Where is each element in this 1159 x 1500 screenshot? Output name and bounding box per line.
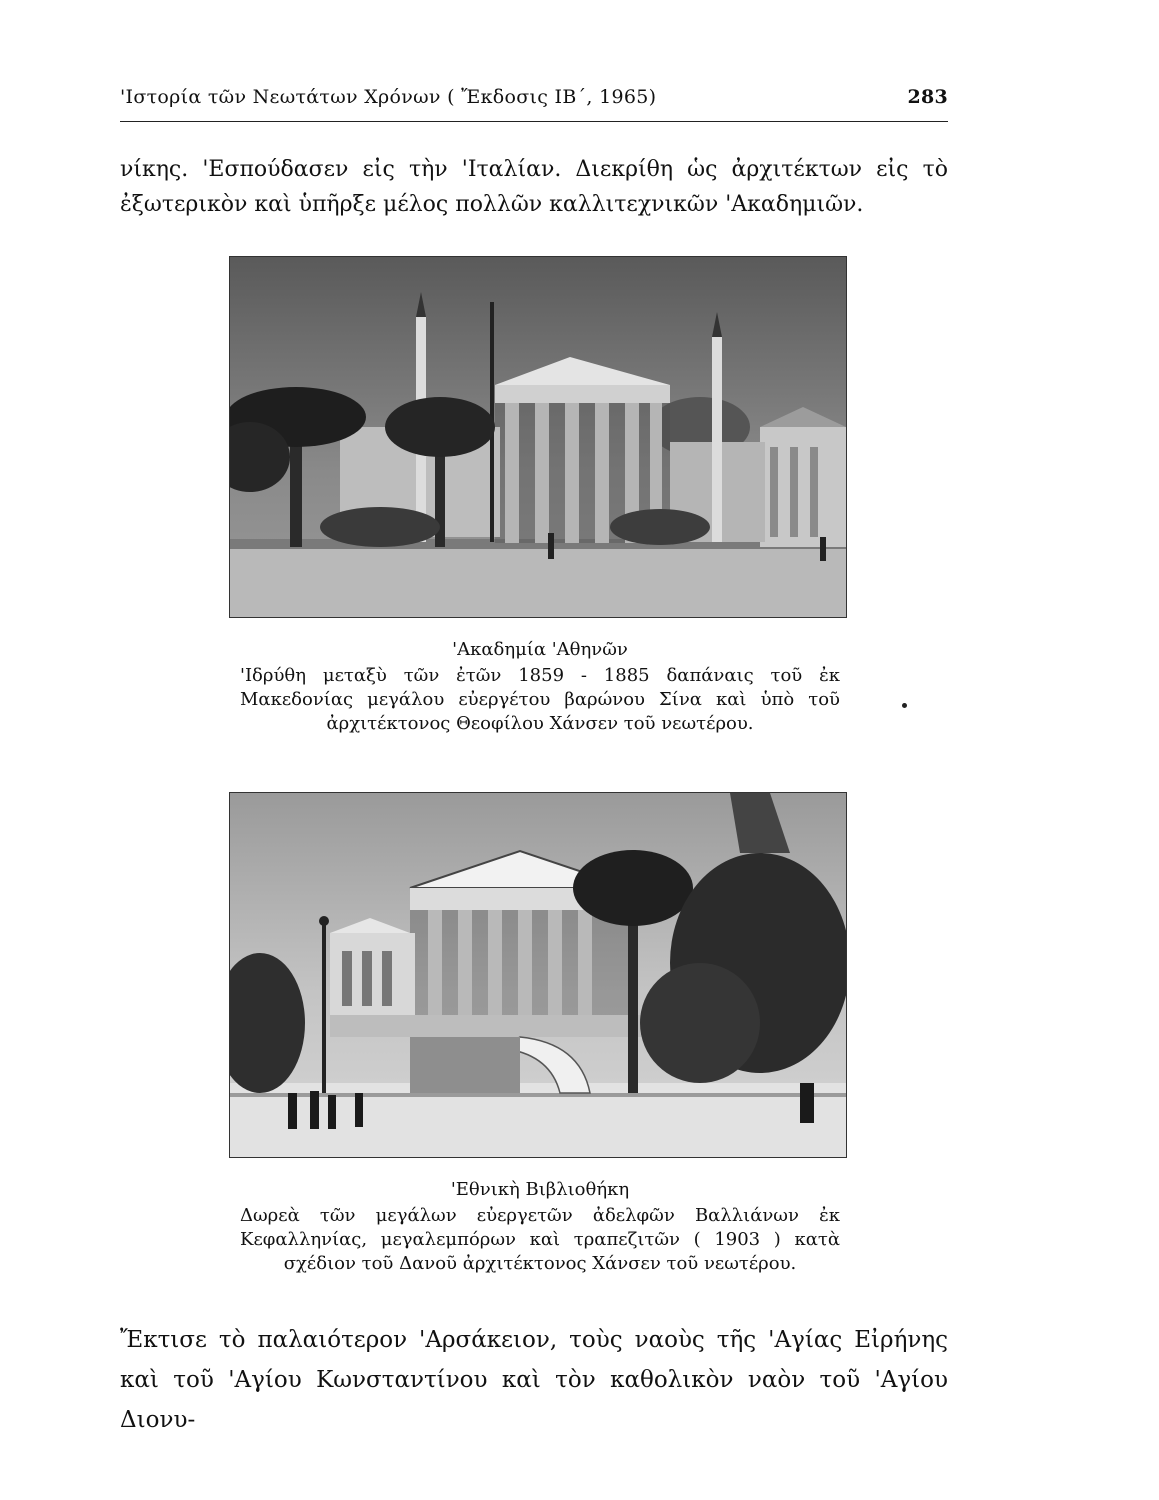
library-caption (240, 1178, 840, 1276)
academy-of-athens-photo (229, 256, 847, 618)
academy-caption (240, 638, 840, 736)
library-caption-text: Δωρεὰ τῶν μεγάλων εὐεργετῶν ἀδελφῶν Βαλλιάνων ἐκ Κεφαλληνίας, μεγαλεμπόρων καὶ τραπεζιτῶν ( 1903 ) κατὰ σχέδιον τοῦ Δανοῦ ἀρχιτέκτονος Χάνσεν τοῦ νεωτέρου. (240, 1205, 840, 1274)
running-title: 'Ιστορία τῶν Νεωτάτων Χρόνων ( Ἔκδοσις ΙΒ΄, 1965) (120, 86, 657, 108)
academy-caption-title: 'Ακαδημία 'Αθηνῶν (452, 639, 628, 660)
bottom-paragraph: Ἔκτισε τὸ παλαιότερον 'Αρσάκειον, τοὺς ναοὺς τῆς 'Αγίας Εἰρήνης καὶ τοῦ 'Αγίου Κωνσταντίνου καὶ τὸν καθολικὸν ναὸν τοῦ 'Αγίου Διονυ- (120, 1327, 948, 1433)
running-header (120, 86, 948, 108)
header-rule (120, 121, 948, 122)
stray-mark (902, 703, 907, 708)
library-caption-title: 'Εθνικὴ Βιβλιοθήκη (450, 1179, 630, 1200)
academy-caption-text: 'Ιδρύθη μεταξὺ τῶν ἐτῶν 1859 - 1885 δαπάναις τοῦ ἐκ Μακεδονίας μεγάλου εὐεργέτου βαρώνου Σίνα καὶ ὑπὸ τοῦ ἀρχιτέκτονος Θεοφίλου Χάνσεν τοῦ νεωτέρου. (240, 665, 840, 734)
top-paragraph: νίκης. 'Εσπούδασεν εἰς τὴν 'Ιταλίαν. Διεκρίθη ὡς ἀρχιτέκτων εἰς τὸ ἐξωτερικὸν καὶ ὑπῆρξε μέλος πολλῶν καλλιτεχνικῶν 'Ακαδημιῶν. (120, 157, 948, 217)
national-library-photo (229, 792, 847, 1158)
page-number: 283 (907, 86, 948, 108)
